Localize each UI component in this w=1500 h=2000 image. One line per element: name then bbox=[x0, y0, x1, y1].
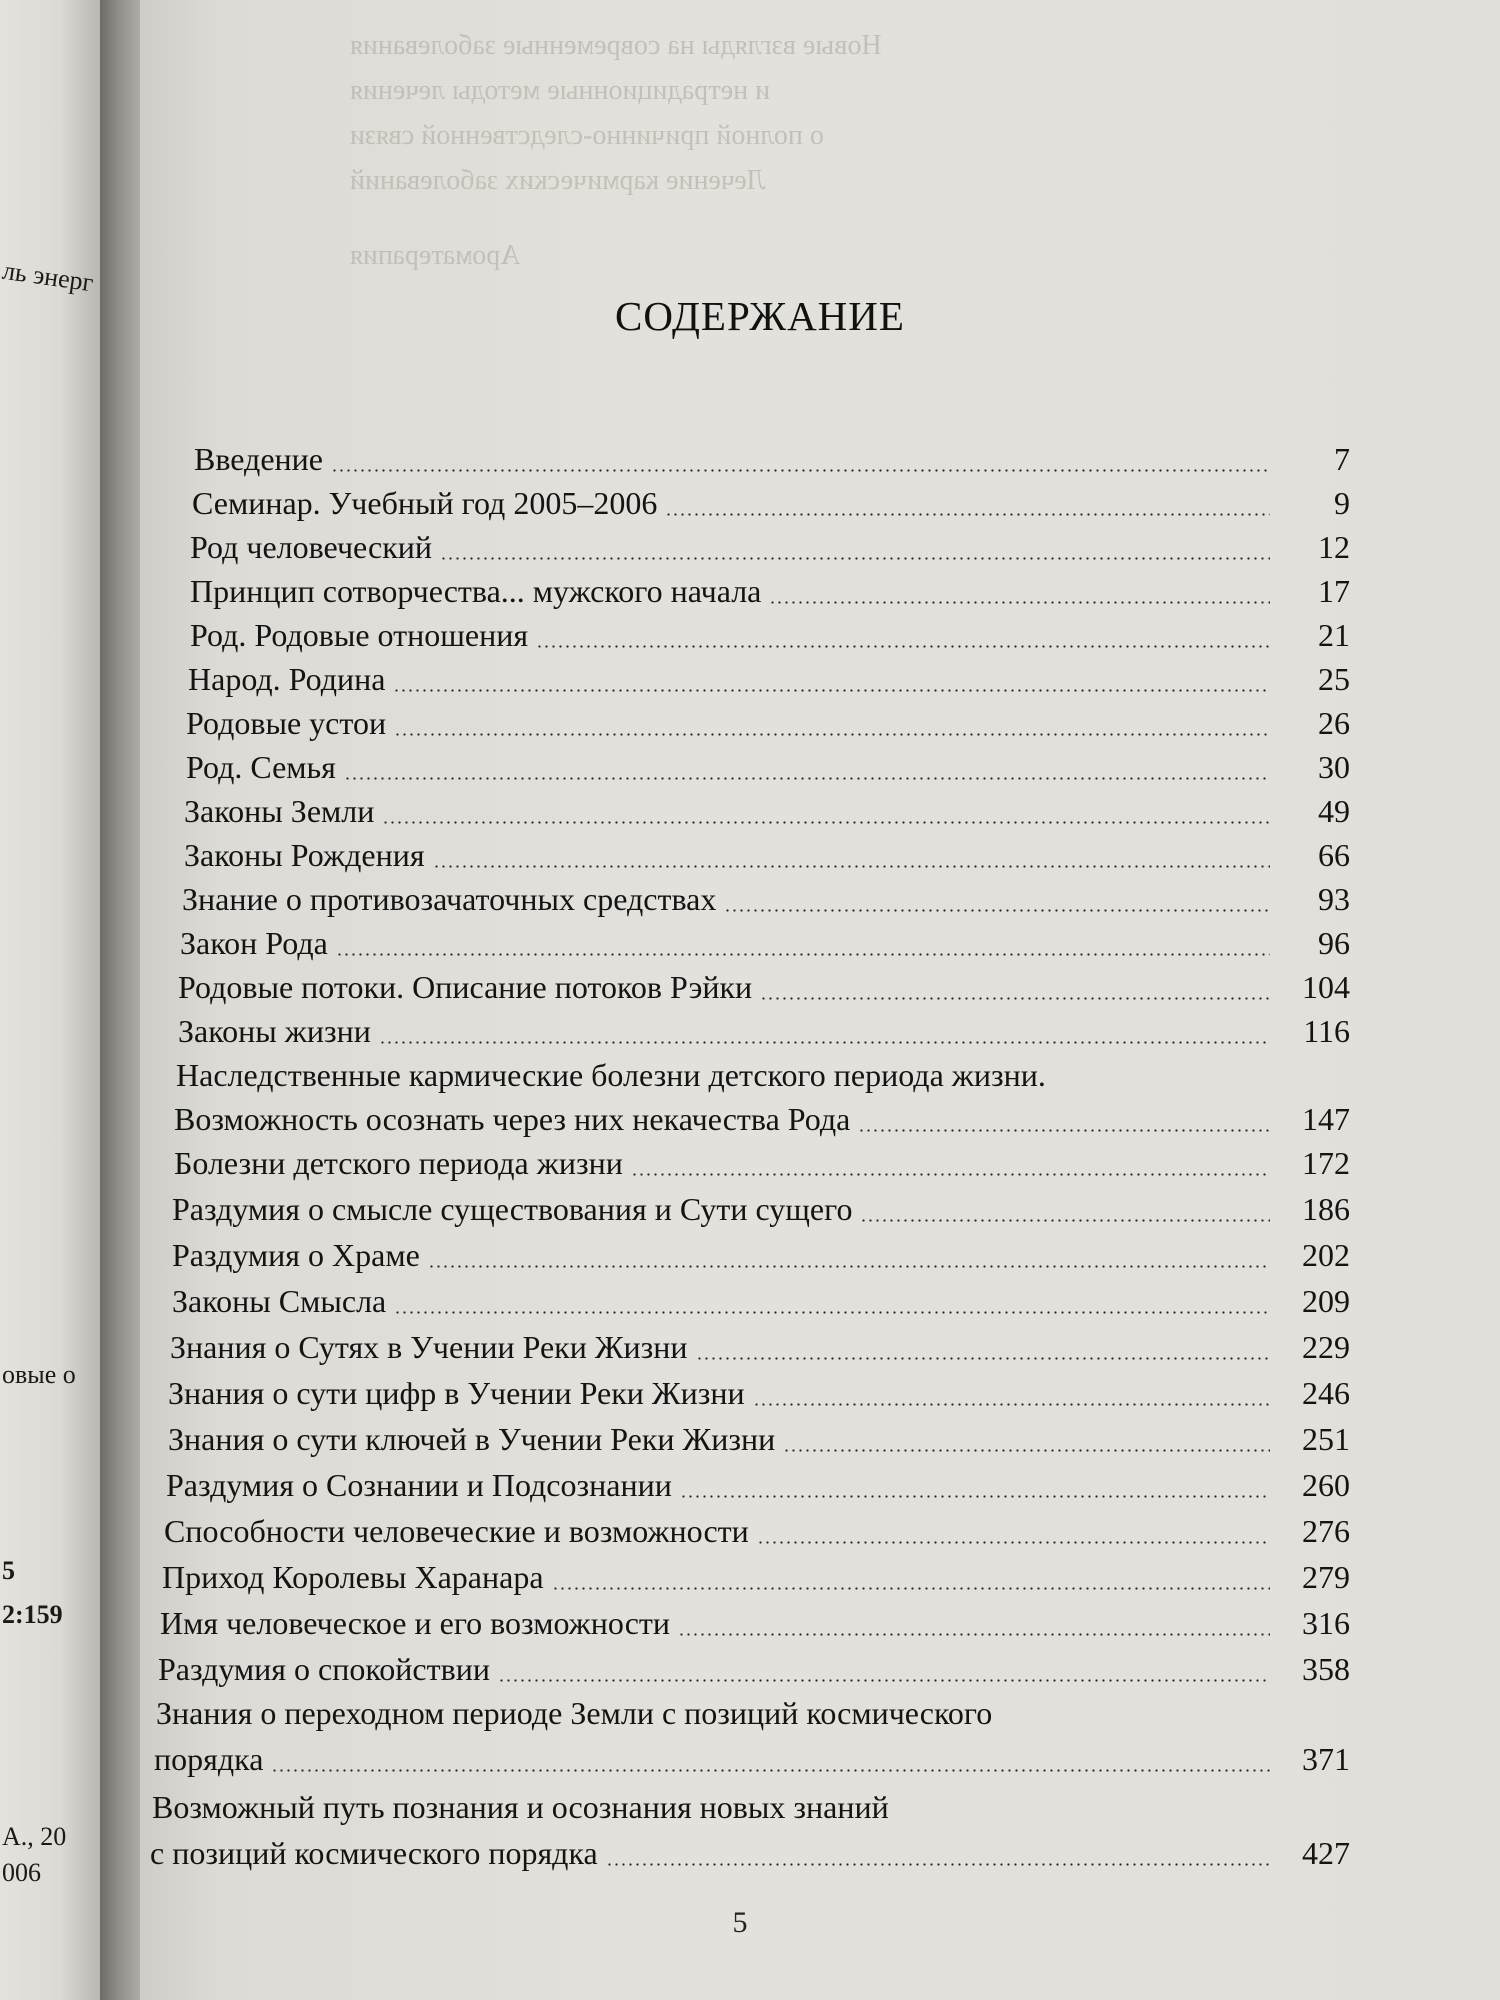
toc-entry-title: Возможность осознать через них некачества Рода bbox=[174, 1101, 851, 1137]
toc-entry-title: Болезни детского периода жизни bbox=[174, 1145, 623, 1181]
toc-entry-page: 251 bbox=[1302, 1421, 1350, 1457]
toc-entry bbox=[152, 1788, 1350, 1826]
bleed-through-text: Лечение кармических заболеваний bbox=[350, 165, 766, 196]
dot-leader bbox=[440, 557, 1270, 560]
toc-entry-title: Законы Рождения bbox=[184, 837, 425, 873]
toc-entry-title: Наследственные кармические болезни детского периода жизни. bbox=[176, 1057, 1046, 1093]
dot-leader bbox=[606, 1863, 1270, 1866]
toc-entry-page: 93 bbox=[1318, 881, 1350, 917]
toc-entry-title: Родовые потоки. Описание потоков Рэйки bbox=[178, 969, 753, 1005]
page-number: 5 bbox=[732, 1906, 748, 1939]
toc-entry-page: 104 bbox=[1302, 969, 1350, 1005]
dot-leader bbox=[783, 1449, 1270, 1452]
bleed-through-text: Ароматерапия bbox=[350, 240, 521, 271]
toc-entry-title: Раздумия о Сознании и Подсознании bbox=[166, 1467, 672, 1503]
dot-leader bbox=[336, 953, 1270, 956]
left-page-fragment: 5 bbox=[2, 1556, 15, 1585]
toc-entry-title: Знание о противозачаточных средствах bbox=[182, 881, 717, 917]
toc-entry-page: 186 bbox=[1302, 1191, 1350, 1227]
toc-entry-page: 9 bbox=[1334, 485, 1350, 521]
toc-entry-page: 17 bbox=[1318, 573, 1350, 609]
contents-page bbox=[140, 0, 1500, 2000]
toc-entry-page: 96 bbox=[1318, 925, 1350, 961]
toc-entry bbox=[184, 836, 1350, 874]
toc-entry bbox=[176, 1056, 1350, 1094]
dot-leader bbox=[344, 777, 1270, 780]
toc-entry-page: 260 bbox=[1302, 1467, 1350, 1503]
toc-entry-title: Народ. Родина bbox=[188, 661, 386, 697]
toc-entry-title: Законы Земли bbox=[184, 793, 375, 829]
table-of-contents bbox=[140, 0, 1500, 2000]
toc-entry-title: Род. Родовые отношения bbox=[190, 617, 529, 653]
toc-entry-page: 66 bbox=[1318, 837, 1350, 873]
toc-entry-title: Способности человеческие и возможности bbox=[164, 1513, 749, 1549]
toc-entry-title: Род. Семья bbox=[186, 749, 336, 785]
book-gutter bbox=[100, 0, 144, 2000]
dot-leader bbox=[665, 513, 1270, 516]
left-page-fragment: 006 bbox=[2, 1858, 41, 1887]
toc-entry-page: 246 bbox=[1302, 1375, 1350, 1411]
dot-leader bbox=[536, 645, 1270, 648]
toc-entry-page: 316 bbox=[1302, 1605, 1350, 1641]
left-page-fragment: А., 20 bbox=[2, 1822, 67, 1851]
toc-entry bbox=[186, 704, 1350, 742]
bleed-through-text: Новые взгляды на современные заболевания bbox=[350, 30, 882, 61]
toc-entry bbox=[168, 1374, 1350, 1412]
toc-entry bbox=[170, 1328, 1350, 1366]
toc-entry-page: 172 bbox=[1302, 1145, 1350, 1181]
dot-leader bbox=[724, 909, 1270, 912]
dot-leader bbox=[428, 1265, 1270, 1268]
toc-entry bbox=[188, 660, 1350, 698]
toc-entry-title: Родовые устои bbox=[186, 705, 387, 741]
toc-entry-page: 202 bbox=[1302, 1237, 1350, 1273]
dot-leader bbox=[860, 1219, 1270, 1222]
toc-entry bbox=[192, 484, 1350, 522]
bleed-through-text: и нетрадиционные методы лечения bbox=[350, 75, 771, 106]
adjacent-left-page bbox=[0, 0, 100, 2000]
toc-entry bbox=[164, 1512, 1350, 1550]
toc-entry-title: Знания о Сутях в Учении Реки Жизни bbox=[170, 1329, 688, 1365]
dot-leader bbox=[382, 821, 1270, 824]
toc-entry-page: 116 bbox=[1303, 1013, 1350, 1049]
toc-entry bbox=[194, 440, 1350, 478]
dot-leader bbox=[757, 1541, 1270, 1544]
page-title: СОДЕРЖАНИЕ bbox=[615, 293, 905, 339]
toc-entry bbox=[190, 616, 1350, 654]
toc-entry-title: Семинар. Учебный год 2005–2006 bbox=[192, 485, 658, 521]
toc-entry-title: Род человеческий bbox=[190, 529, 433, 565]
dot-leader bbox=[769, 601, 1270, 604]
toc-entry-page: 358 bbox=[1302, 1651, 1350, 1687]
toc-entry bbox=[166, 1466, 1350, 1504]
left-page-fragment: овые о bbox=[2, 1360, 76, 1389]
toc-entry-title: Законы жизни bbox=[178, 1013, 371, 1049]
toc-entry-page: 229 bbox=[1302, 1329, 1350, 1365]
toc-entry-title: Законы Смысла bbox=[172, 1283, 387, 1319]
toc-entry-page: 30 bbox=[1318, 749, 1350, 785]
toc-entry-title: Знания о переходном периоде Земли с позиций космического bbox=[156, 1695, 993, 1731]
toc-entry-page: 26 bbox=[1318, 705, 1350, 741]
toc-entry bbox=[174, 1144, 1350, 1182]
toc-entry-title: Принцип сотворчества... мужского начала bbox=[190, 573, 762, 609]
dot-leader bbox=[678, 1633, 1270, 1636]
dot-leader bbox=[433, 865, 1270, 868]
bleed-through-text: о полной причинно-следственной связи bbox=[350, 120, 824, 151]
toc-entry-page: 209 bbox=[1302, 1283, 1350, 1319]
toc-entry bbox=[156, 1694, 1350, 1732]
toc-entry bbox=[178, 1012, 1350, 1050]
dot-leader bbox=[760, 997, 1270, 1000]
toc-entry-page: 276 bbox=[1302, 1513, 1350, 1549]
toc-entry bbox=[190, 572, 1350, 610]
toc-entry bbox=[186, 748, 1350, 786]
toc-entry-title: Закон Рода bbox=[180, 925, 328, 961]
toc-entry bbox=[154, 1740, 1350, 1778]
toc-entry bbox=[190, 528, 1350, 566]
toc-entry-page: 147 bbox=[1302, 1101, 1350, 1137]
toc-entry bbox=[150, 1834, 1350, 1872]
toc-entry-page: 427 bbox=[1302, 1835, 1350, 1871]
dot-leader bbox=[753, 1403, 1270, 1406]
dot-leader bbox=[271, 1769, 1270, 1772]
toc-entry-page: 7 bbox=[1334, 441, 1350, 477]
toc-entry-title: Раздумия о Храме bbox=[172, 1237, 420, 1273]
toc-entry bbox=[178, 968, 1350, 1006]
toc-entry-page: 49 bbox=[1318, 793, 1350, 829]
dot-leader bbox=[696, 1357, 1270, 1360]
dot-leader bbox=[379, 1041, 1270, 1044]
toc-entry-title: Введение bbox=[194, 441, 323, 477]
toc-entry bbox=[172, 1190, 1350, 1228]
dot-leader bbox=[331, 469, 1270, 472]
toc-entry-page: 21 bbox=[1318, 617, 1350, 653]
dot-leader bbox=[631, 1173, 1270, 1176]
toc-entry-page: 279 bbox=[1302, 1559, 1350, 1595]
dot-leader bbox=[552, 1587, 1270, 1590]
toc-entry bbox=[160, 1604, 1350, 1642]
toc-entry-page: 12 bbox=[1318, 529, 1350, 565]
toc-entry bbox=[174, 1100, 1350, 1138]
dot-leader bbox=[680, 1495, 1270, 1498]
toc-entry bbox=[172, 1282, 1350, 1320]
toc-entry bbox=[182, 880, 1350, 918]
dot-leader bbox=[394, 733, 1270, 736]
toc-entry-title: с позиций космического порядка bbox=[150, 1835, 598, 1871]
toc-entry-title: Раздумия о смысле существования и Сути сущего bbox=[172, 1191, 853, 1227]
toc-entry-title: порядка bbox=[154, 1741, 264, 1777]
toc-entry-page: 371 bbox=[1302, 1741, 1350, 1777]
toc-entry-title: Возможный путь познания и осознания новых знаний bbox=[152, 1789, 889, 1825]
toc-entry bbox=[168, 1420, 1350, 1458]
toc-entry bbox=[158, 1650, 1350, 1688]
toc-entry bbox=[180, 924, 1350, 962]
left-page-fragment: 2:159 bbox=[2, 1600, 63, 1629]
dot-leader bbox=[394, 1311, 1270, 1314]
dot-leader bbox=[498, 1679, 1270, 1682]
toc-entry-page: 25 bbox=[1318, 661, 1350, 697]
toc-entry-title: Приход Королевы Харанара bbox=[162, 1559, 544, 1595]
toc-entry-title: Раздумия о спокойствии bbox=[158, 1651, 490, 1687]
toc-entry bbox=[162, 1558, 1350, 1596]
dot-leader bbox=[393, 689, 1270, 692]
toc-entry bbox=[184, 792, 1350, 830]
toc-entry bbox=[172, 1236, 1350, 1274]
toc-entry-title: Знания о сути ключей в Учении Реки Жизни bbox=[168, 1421, 776, 1457]
left-page-fragment: ль энерг bbox=[0, 255, 96, 298]
toc-entry-title: Имя человеческое и его возможности bbox=[160, 1605, 671, 1641]
toc-entry-title: Знания о сути цифр в Учении Реки Жизни bbox=[168, 1375, 745, 1411]
dot-leader bbox=[858, 1129, 1270, 1132]
